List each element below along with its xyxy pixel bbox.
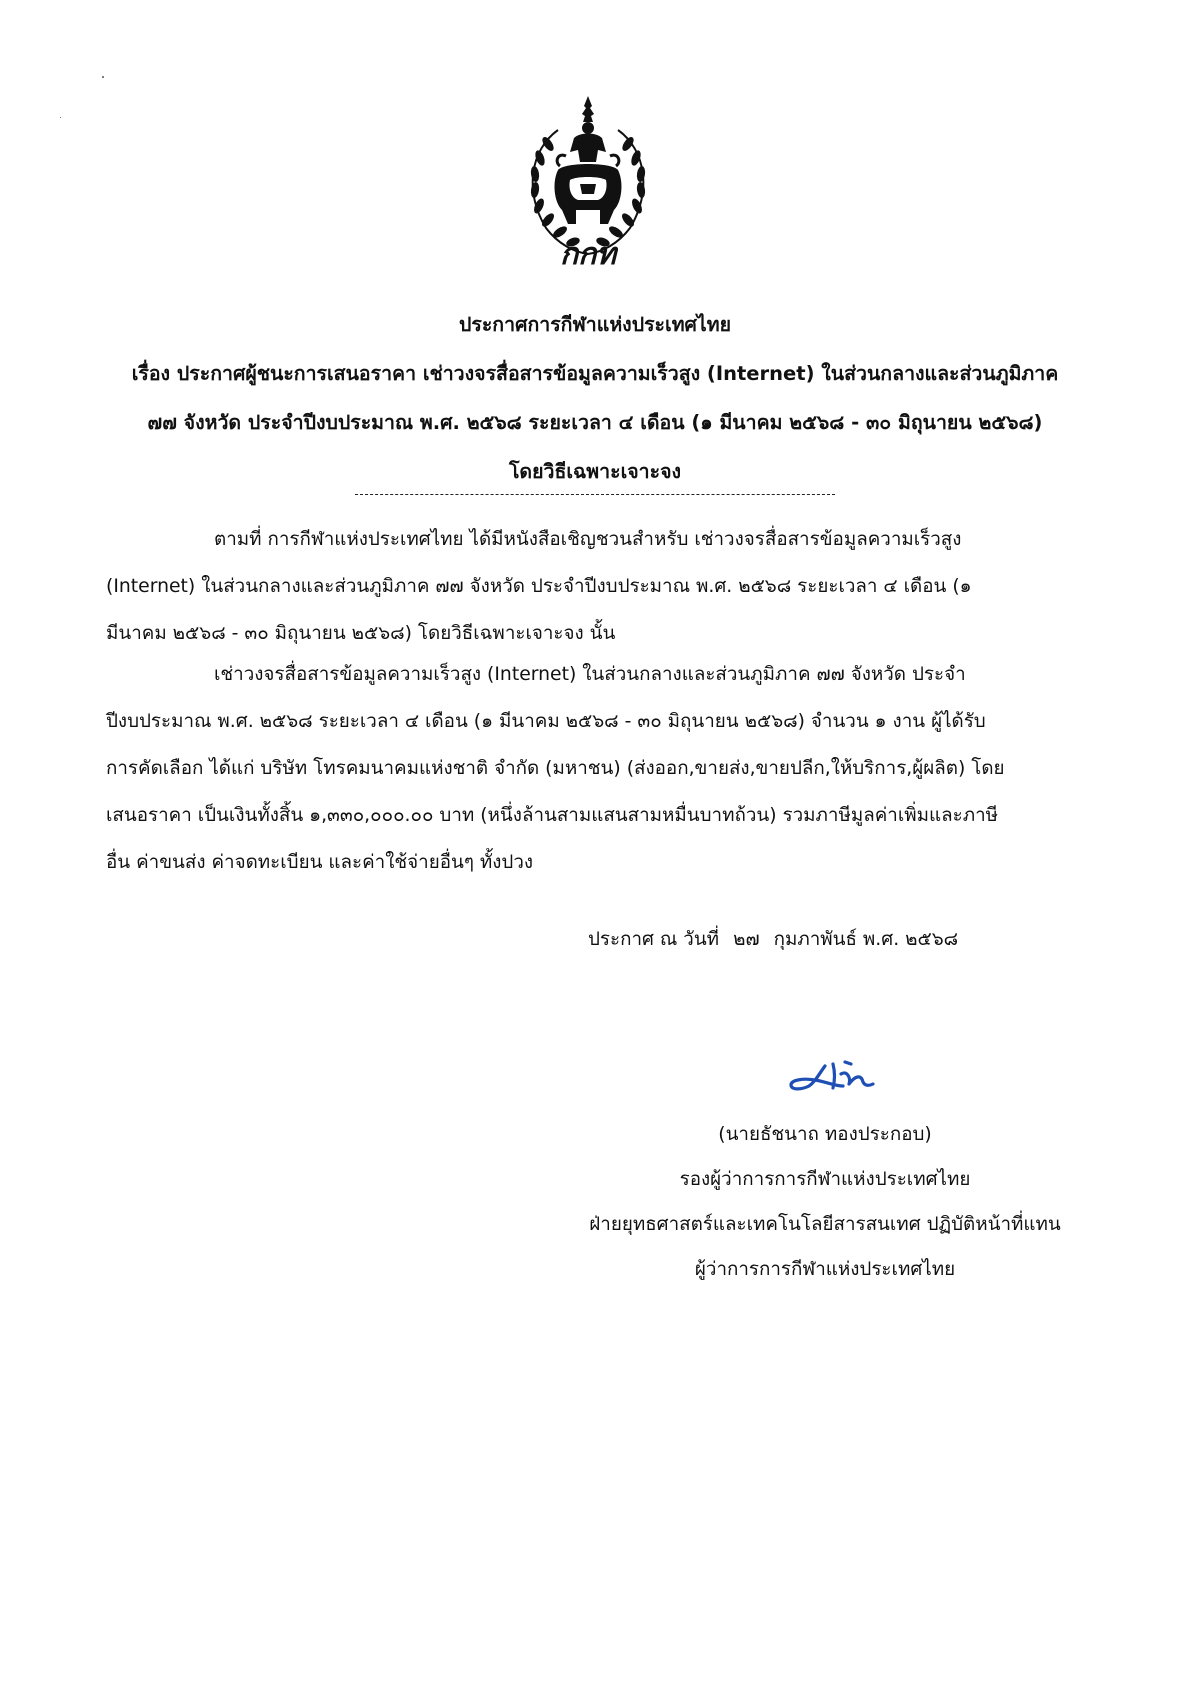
announcement-title: ประกาศการกีฬาแห่งประเทศไทย (458, 313, 732, 336)
sat-emblem-logo (518, 92, 658, 268)
date-month-year: กุมภาพันธ์ พ.ศ. ๒๕๖๘ (773, 929, 959, 950)
paragraph-line: อื่น ค่าขนส่ง ค่าจดทะเบียน และค่าใช้จ่ายอื่นๆ ทั้งปวง (106, 852, 534, 873)
dashed-divider (355, 494, 835, 495)
paragraph-line: ตามที่ การกีฬาแห่งประเทศไทย ได้มีหนังสือเชิญชวนสำหรับ เช่าวงจรสื่อสารข้อมูลความเร็วสูง (214, 529, 962, 550)
signatory-title-3: ผู้ว่าการการกีฬาแห่งประเทศไทย (694, 1259, 956, 1280)
subject-line-3: โดยวิธีเฉพาะเจาะจง (508, 460, 682, 483)
date-day: ๒๗ (733, 929, 760, 950)
subject-line-2: ๗๗ จังหวัด ประจำปีงบประมาณ พ.ศ. ๒๕๖๘ ระยะเวลา ๔ เดือน (๑ มีนาคม ๒๕๖๘ - ๓๐ มิถุนายน ๒๕๖๘) (147, 411, 1043, 434)
logo-text: กกท (559, 237, 617, 268)
paragraph-line: เสนอราคา เป็นเงินทั้งสิ้น ๑,๓๓๐,๐๐๐.๐๐ บาท (หนึ่งล้านสามแสนสามหมื่นบาทถ้วน) รวมภาษีมูลค่าเพิ่มและภาษี (106, 805, 999, 826)
paragraph-line: ปีงบประมาณ พ.ศ. ๒๕๖๘ ระยะเวลา ๔ เดือน (๑ มีนาคม ๒๕๖๘ - ๓๐ มิถุนายน ๒๕๖๘) จำนวน ๑ งาน ผู้ได้รับ (106, 711, 986, 732)
body-paragraph-2 (106, 651, 1066, 886)
subject-line-1: เรื่อง ประกาศผู้ชนะการเสนอราคา เช่าวงจรสื่อสารข้อมูลความเร็วสูง (Internet) ในส่วนกลางและส่วนภูมิภาค (131, 362, 1059, 385)
announcement-date (588, 924, 972, 954)
paragraph-line: มีนาคม ๒๕๖๘ - ๓๐ มิถุนายน ๒๕๖๘) โดยวิธีเฉพาะเจาะจง นั้น (106, 623, 616, 644)
handwritten-signature (785, 1060, 877, 1104)
signatory-title-2: ฝ่ายยุทธศาสตร์และเทคโนโลยีสารสนเทศ ปฏิบัติหน้าที่แทน (589, 1214, 1061, 1235)
scan-speck (60, 117, 61, 118)
announcement-header (100, 300, 1090, 496)
signatory-name: (นายธัชนาถ ทองประกอบ) (718, 1124, 932, 1145)
signatory-block (560, 1112, 1090, 1292)
paragraph-line: (Internet) ในส่วนกลางและส่วนภูมิภาค ๗๗ จังหวัด ประจำปีงบประมาณ พ.ศ. ๒๕๖๘ ระยะเวลา ๔ เดือน (๑ (106, 576, 972, 597)
date-prefix: ประกาศ ณ วันที่ (588, 929, 720, 950)
signatory-title-1: รองผู้ว่าการการกีฬาแห่งประเทศไทย (679, 1169, 971, 1190)
paragraph-line: การคัดเลือก ได้แก่ บริษัท โทรคมนาคมแห่งชาติ จำกัด (มหาชน) (ส่งออก,ขายส่ง,ขายปลีก,ให้บริการ,ผู้ผลิต) โดย (106, 758, 1005, 779)
scan-speck (102, 76, 104, 78)
paragraph-line: เช่าวงจรสื่อสารข้อมูลความเร็วสูง (Internet) ในส่วนกลางและส่วนภูมิภาค ๗๗ จังหวัด ประจำ (214, 664, 966, 685)
body-paragraph-1 (106, 516, 1066, 657)
